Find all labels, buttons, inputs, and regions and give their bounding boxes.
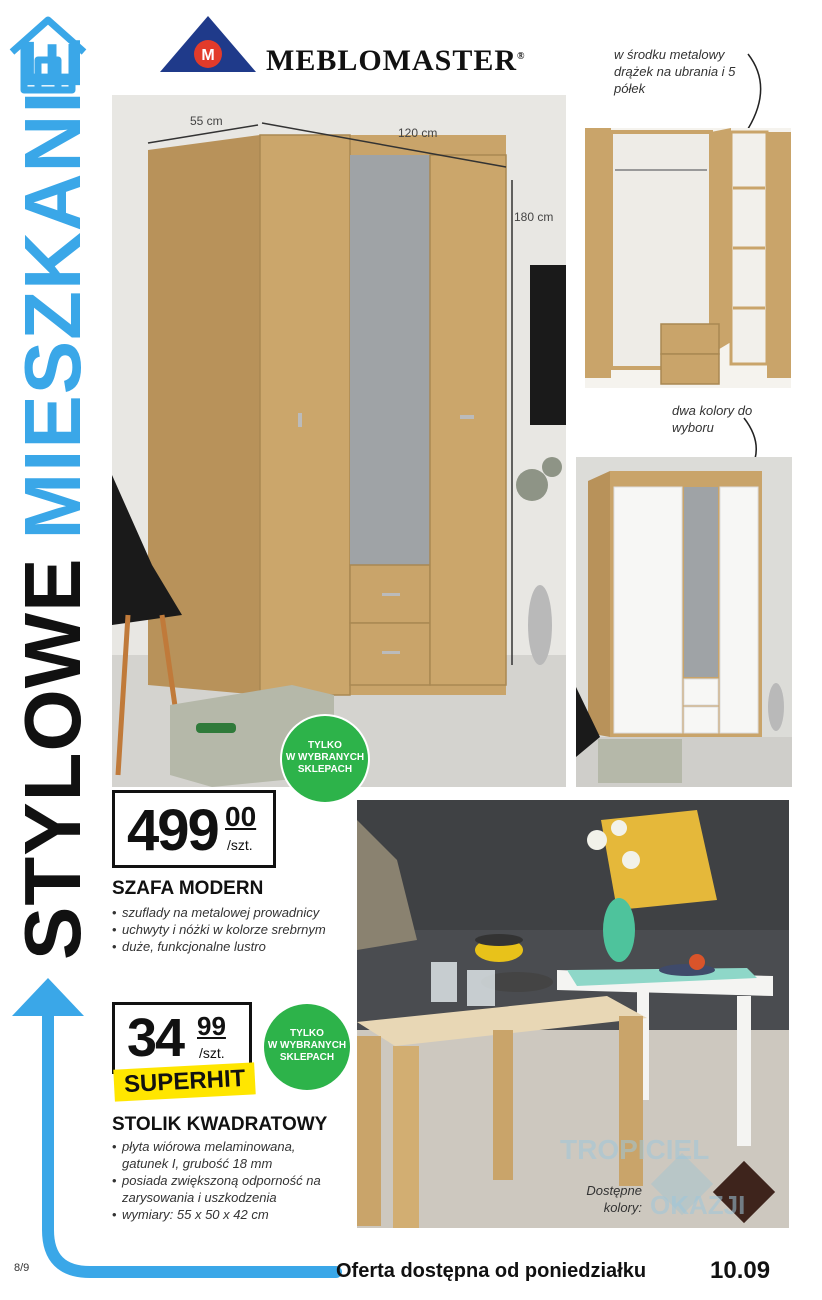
price-cents: 00 xyxy=(225,801,257,832)
feature-item: • płyta wiórowa melaminowana, gatunek I, grubość 18 mm xyxy=(112,1138,344,1172)
watermark-line-1: TROPICIEL xyxy=(560,1134,710,1165)
banner-word-1: STYLOWE xyxy=(8,557,97,960)
wardrobe-interior-illustration xyxy=(585,128,791,388)
feature-item: • szuflady na metalowej prowadnicy xyxy=(112,904,352,921)
logo-triangle-icon xyxy=(158,14,258,74)
badge-selected-stores-1 xyxy=(282,716,368,802)
dimension-width: 120 cm xyxy=(398,126,438,140)
caption-colors: dwa kolory do wyboru xyxy=(672,403,753,435)
offer-footer xyxy=(326,1252,806,1292)
logo-wordmark: MEBLOMASTER xyxy=(266,44,518,77)
price-main: 499 xyxy=(127,798,218,863)
feature-item: • posiada zwiększoną odporność na zarysowania i uszkodzenia xyxy=(112,1172,344,1206)
price-cents: 99 xyxy=(197,1011,226,1041)
offer-date: 10.09 xyxy=(710,1257,771,1284)
logo-text xyxy=(266,44,526,78)
superhit-label: SUPERHIT xyxy=(113,1062,256,1101)
logo-registered: ® xyxy=(517,51,526,62)
dimension-depth: 55 cm xyxy=(190,114,223,128)
badge-line: W WYBRANYCH xyxy=(267,1040,347,1051)
badge-line: W WYBRANYCH xyxy=(285,752,365,763)
feature-item: • wymiary: 55 x 50 x 42 cm xyxy=(112,1206,344,1223)
badge-line: TYLKO xyxy=(290,1028,324,1039)
price-box-wardrobe xyxy=(112,790,276,868)
colors-label: Dostępne kolory: xyxy=(586,1183,642,1215)
offer-text: Oferta dostępna od poniedziałku xyxy=(336,1260,647,1282)
badge-line: SKLEPACH xyxy=(297,764,353,775)
wardrobe-white-illustration xyxy=(576,457,792,787)
badge-line: TYLKO xyxy=(308,740,342,751)
wardrobe-main-photo xyxy=(112,95,566,787)
feature-item: • uchwyty i nóżki w kolorze srebrnym xyxy=(112,921,352,938)
banner-word-2: MIESZKANIE xyxy=(8,36,97,540)
price-unit: /szt. xyxy=(227,837,253,853)
badge-line: SKLEPACH xyxy=(279,1052,335,1063)
price-main: 34 xyxy=(127,1008,184,1068)
caption-interior: w środku metalowy drążek na ubrania i 5 półek xyxy=(614,47,736,96)
wardrobe-illustration xyxy=(112,95,566,787)
brand-logo xyxy=(158,14,526,77)
dimension-height: 180 cm xyxy=(514,210,554,224)
feature-item: • duże, funkcjonalne lustro xyxy=(112,938,352,955)
logo-mark: M xyxy=(201,47,215,64)
feature-list-wardrobe xyxy=(112,904,352,955)
page-number: 8/9 xyxy=(14,1262,30,1274)
wardrobe-interior-photo xyxy=(585,128,791,388)
price-unit: /szt. xyxy=(199,1045,225,1061)
vertical-banner xyxy=(8,36,98,960)
arrow-head-icon xyxy=(12,978,84,1016)
watermark-line-2: OKAZJI xyxy=(650,1190,746,1220)
product-title-table: STOLIK KWADRATOWY xyxy=(112,1114,328,1135)
badge-selected-stores-2 xyxy=(264,1004,350,1090)
product-title-wardrobe: SZAFA MODERN xyxy=(112,878,264,899)
wardrobe-white-photo xyxy=(576,457,792,787)
feature-list-table xyxy=(112,1138,344,1223)
